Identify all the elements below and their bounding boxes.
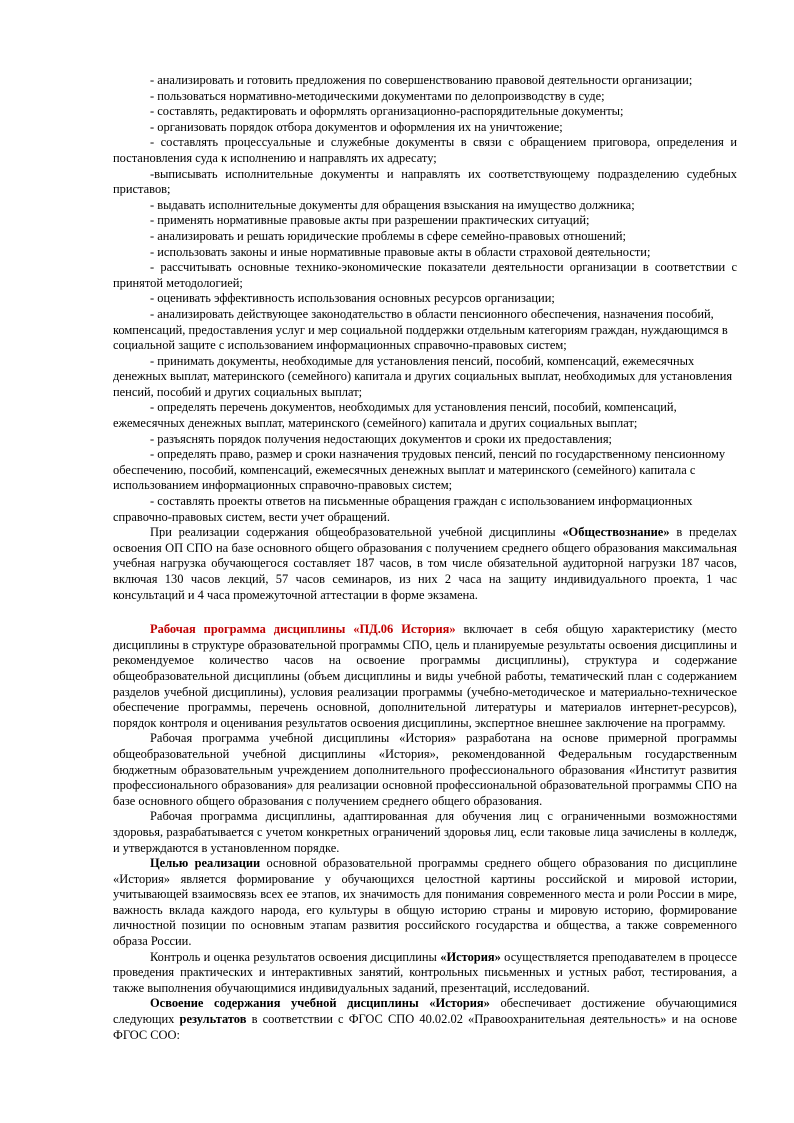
list-item: - составлять проекты ответов на письменные обращения граждан с использованием информационных справочно-правовых систем, вести учет обращений. xyxy=(113,494,693,524)
social-studies-paragraph xyxy=(113,525,737,603)
list-item: - принимать документы, необходимые для установления пенсий, пособий, компенсаций, ежемесячных денежных выплат, материнского (семейного) капитала и других социальных выплат, необходимых для установления пенсий, пособий и других социальных выплат; xyxy=(113,353,733,399)
control-paragraph xyxy=(113,950,737,997)
list-item: - определять перечень документов, необходимых для установления пенсий, пособий, компенсаций, ежемесячных денежных выплат, материнского (семейного) капитала и других социальных выплат; xyxy=(113,400,677,431)
list-item: - составлять, редактировать и оформлять организационно-распорядительные документы; xyxy=(150,104,624,119)
list-item: - рассчитывать основные технико-экономические показатели деятельности организации в соответствии с принятой методологией; xyxy=(113,260,737,290)
social-discipline-name: «Обществознание» xyxy=(562,525,670,540)
social-post: в пределах освоения ОП СПО на базе основного общего образования с получением среднего общего образования максимальная учебная нагрузка обучающегося составляет 187 часов, в том числе обязательной аудиторной нагрузки 187 часов, включая 130 часов лекций, 57 часов семинаров, из них 2 часа на защиту индивидуального проекта, 1 час консультаций и 4 часа промежуточной аттестации в форме экзамена. xyxy=(113,525,737,602)
list-item: - разъяснять порядок получения недостающих документов и сроки их предоставления; xyxy=(150,431,613,446)
list-item: - анализировать действующее законодательство в области пенсионного обеспечения, назначения пособий, компенсаций, предоставления услуг и мер социальной поддержки отдельным категориям граждан, нуждающимся в социальной защите с использованием информационных справочно-правовых систем; xyxy=(113,306,728,353)
list-item: - выдавать исполнительные документы для обращения взыскания на имущество должника; xyxy=(150,197,635,212)
paragraph-spacer xyxy=(113,603,737,622)
list-item: - пользоваться нормативно-методическими документами по делопроизводству в суде; xyxy=(150,88,605,103)
list-item: - оценивать эффективность использования основных ресурсов организации; xyxy=(150,291,555,306)
history-program-title: Рабочая программа дисциплины «ПД.06 История» xyxy=(150,622,456,637)
control-post: осуществляется преподавателем в процессе проведения практических и интерактивных занятий, контрольных письменных и устных работ, тестирования, а также выполнения обучающимися индивидуальных заданий, презентаций, исследований. xyxy=(113,949,737,995)
developed-paragraph: Рабочая программа учебной дисциплины «История» разработана на основе примерной программы общеобразовательной учебной дисциплины «История», рекомендованной Федеральным государственным бюджетным образовательным учреждением дополнительного профессионального образования «Институт развития профессионального образования» для реализации основной профессиональной образовательной программы СПО на базе основного общего образования с получением среднего общего образования. xyxy=(113,731,737,808)
adapted-paragraph: Рабочая программа дисциплины, адаптированная для обучения лиц с ограниченными возможностями здоровья, разрабатывается с учетом конкретных ограничений здоровья лиц, если таковые лица зачислены в колледж, и утверждаются в установленном порядке. xyxy=(113,809,737,855)
list-item: - применять нормативные правовые акты при разрешении практических ситуаций; xyxy=(150,213,590,228)
list-item: - использовать законы и иные нормативные правовые акты в области страховой деятельности; xyxy=(150,244,651,259)
mastery-paragraph xyxy=(113,996,737,1043)
history-intro-paragraph xyxy=(113,622,737,731)
skills-list xyxy=(113,73,737,525)
list-item: - составлять процессуальные и служебные документы в связи с обращением приговора, определения и постановления суда к исполнению и направлять их адресату; xyxy=(113,135,737,165)
mastery-post: в соответствии с ФГОС СПО 40.02.02 «Правоохранительная деятельность» и на основе ФГОС СОО: xyxy=(113,1012,738,1042)
control-pre: Контроль и оценка результатов освоения дисциплины xyxy=(150,949,441,964)
mastery-mid: обеспечивает достижение обучающимися следующих xyxy=(113,996,737,1027)
list-item: - анализировать и готовить предложения по совершенствованию правовой деятельности организации; xyxy=(150,73,693,87)
history-intro-text: включает в себя общую характеристику (место дисциплины в структуре образовательной программы СПО, цель и планируемые результаты освоения дисциплины и рекомендуемое количество часов на освоение программы дисциплины), структура и содержание общеобразовательной дисциплины (объем дисциплины и виды учебной работы, тематический план с содержанием разделов учебной дисциплины), условия реализации программы (учебно-методическое и материально-техническое обеспечение программы, перечень основной, дополнительной литературы и материалов интернет-ресурсов), порядок контроля и оценивания результатов освоения дисциплины, экспертное внешнее заключение на программу. xyxy=(113,622,737,730)
goal-heading: Целью реализации xyxy=(150,856,261,871)
list-item: -выписывать исполнительные документы и направлять их соответствующему подразделению судебных приставов; xyxy=(113,166,737,197)
list-item: - анализировать и решать юридические проблемы в сфере семейно-правовых отношений; xyxy=(150,228,626,243)
mastery-heading: Освоение содержания учебной дисциплины «История» xyxy=(150,996,490,1011)
social-pre: При реализации содержания общеобразовательной учебной дисциплины xyxy=(150,525,563,540)
control-discipline-name: «История» xyxy=(440,949,501,964)
goal-text: основной образовательной программы среднего общего образования по дисциплине «История» является формирование у обучающихся целостной картины российской и мировой истории, учитывающей взаимосвязь всех ее этапов, их значимость для понимания современного места и роли России в мире, важность вклада каждого народа, его культуры в общую историю страны и мировую историю, формирование личностной позиции по основным этапам развития российского государства и общества, а также современного образа России. xyxy=(113,856,737,949)
goal-paragraph xyxy=(113,856,737,950)
list-item: - организовать порядок отбора документов и оформления их на уничтожение; xyxy=(150,119,563,134)
mastery-results-word: результатов xyxy=(179,1012,247,1027)
list-item: - определять право, размер и сроки назначения трудовых пенсий, пенсий по государственному пенсионному обеспечению, пособий, компенсаций, ежемесячных денежных выплат и материнского (семейного) капитала с использованием информационных справочно-правовых систем; xyxy=(113,447,726,493)
